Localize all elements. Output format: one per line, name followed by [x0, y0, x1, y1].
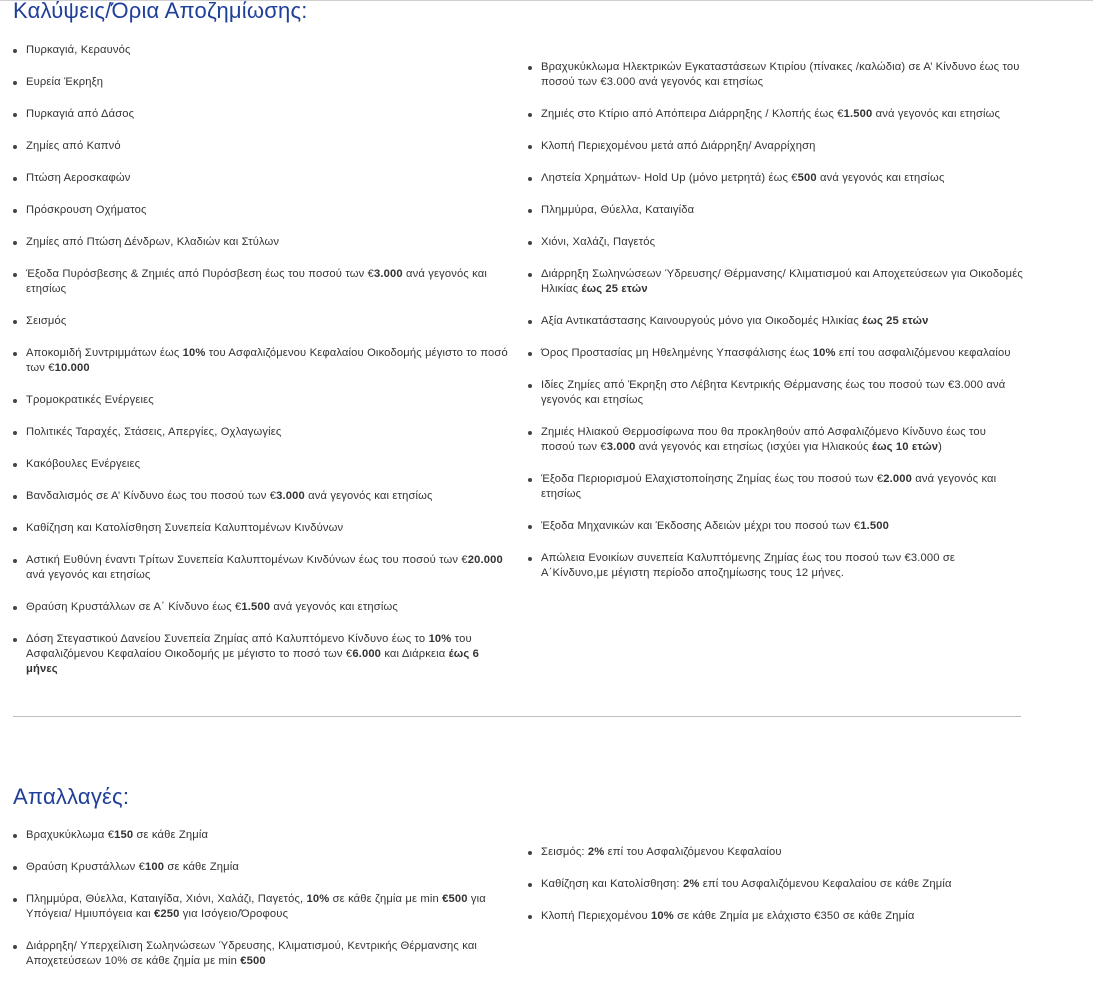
item-text: Βραχυκύκλωμα Ηλεκτρικών Εγκαταστάσεων Κτιρίου (πίνακες /καλώδια) σε Α’ Κίνδυνο έως του ποσού των €3.000 ανά γεγονός και ετησίως [541, 61, 1020, 88]
emphasis-value: έως 25 ετών [862, 315, 929, 327]
emphasis-value: 3.000 [374, 268, 403, 280]
item-text: σε κάθε Ζημία [133, 829, 209, 841]
list-item [13, 203, 513, 218]
emphasis-value: €500 [240, 955, 266, 967]
list-item [528, 314, 1023, 329]
coverage-list-right [528, 60, 1023, 598]
emphasis-value: 3.000 [606, 441, 636, 453]
list-item [13, 107, 513, 122]
item-text: Έξοδα Πυρόσβεσης & Ζημιές από Πυρόσβεση έως του ποσού των € [26, 268, 374, 280]
emphasis-value: 10% [428, 633, 452, 645]
item-text: Ιδίες Ζημίες από Έκρηξη στο Λέβητα Κεντρικής Θέρμανσης έως του ποσού των €3.000 ανά γεγονός και ετησίως [541, 379, 1006, 406]
item-text: Έξοδα Μηχανικών και Έκδοσης Αδειών μέχρι του ποσού των € [541, 520, 861, 532]
item-text: Δόση Στεγαστικού Δανείου Συνεπεία Ζημίας από Καλυπτόμενο Κίνδυνο έως το [26, 633, 429, 645]
emphasis-value: 6.000 [352, 648, 382, 660]
item-text: Πλημμύρα, Θύελλα, Καταιγίδα [541, 204, 695, 216]
item-text: Κλοπή Περιεχομένου μετά από Διάρρηξη/ Αναρρίχηση [541, 140, 816, 152]
deductibles-list-right [528, 845, 1023, 941]
item-text: Πρόσκρουση Οχήματος [26, 204, 147, 216]
list-item [13, 171, 513, 186]
item-text: Διάρρηξη Σωληνώσεων Ύδρευσης/ Θέρμανσης/ Κλιματισμού και Αποχετεύσεων για Οικοδομές Ηλικίας [541, 268, 1023, 295]
item-text: ανά γεγονός και ετησίως [541, 473, 997, 500]
list-item [13, 393, 513, 408]
item-text: ανά γεγονός και ετησίως [26, 569, 151, 581]
emphasis-value: έως 10 ετών [871, 441, 939, 453]
item-text: Καθίζηση και Κατολίσθηση Συνεπεία Καλυπτομένων Κινδύνων [26, 522, 344, 534]
list-item [13, 267, 513, 297]
item-text: Πυρκαγιά, Κεραυνός [26, 44, 131, 56]
list-item [13, 892, 513, 922]
item-text: Ζημίες από Πτώση Δένδρων, Κλαδιών και Στύλων [26, 236, 280, 248]
item-text: Απώλεια Ενοικίων συνεπεία Καλυπτόμενης Ζημίας έως του ποσού των €3.000 σε Α΄Κίνδυνο,με μέγιστη περίοδο αποζημίωσης τους 12 μήνες. [541, 552, 956, 579]
item-text: Αξία Αντικατάστασης Καινουργούς μόνο για Οικοδομές Ηλικίας [541, 315, 863, 327]
item-text: για Ισόγειο/Όροφους [179, 908, 289, 920]
item-text: σε κάθε Ζημία [164, 861, 240, 873]
item-text: Σεισμός: [541, 846, 588, 858]
list-item [13, 939, 513, 969]
item-text: Ευρεία Έκρηξη [26, 76, 104, 88]
item-text: ανά γεγονός και ετησίως [270, 601, 398, 613]
list-item [528, 171, 1023, 186]
item-text: Πολιτικές Ταραχές, Στάσεις, Απεργίες, Οχλαγωγίες [26, 426, 282, 438]
item-text: ανά γεγονός και ετησίως [872, 108, 1001, 120]
emphasis-value: 10% [812, 347, 836, 359]
emphasis-value: 1.500 [241, 601, 271, 613]
list-item [528, 845, 1023, 860]
item-text: Διάρρηξη/ Υπερχείλιση Σωληνώσεων Ύδρευσης, Κλιματισμού, Κεντρικής Θέρμανσης και Αποχετεύσεων 10% σε κάθε ζημία με min [26, 940, 478, 967]
item-text: επί του ασφαλιζόμενου κεφαλαίου [835, 347, 1011, 359]
emphasis-value: 10% [182, 347, 206, 359]
item-text: για Υπόγεια/ Ημιυπόγεια και [26, 893, 486, 920]
item-text: Αστική Ευθύνη έναντι Τρίτων Συνεπεία Καλυπτομένων Κινδύνων έως του ποσού των € [26, 554, 468, 566]
section-divider [13, 716, 1021, 717]
list-item [13, 860, 513, 875]
emphasis-value: 20.000 [467, 554, 503, 566]
emphasis-value: 10% [306, 893, 330, 905]
item-text: Βραχυκύκλωμα € [26, 829, 115, 841]
list-item [13, 75, 513, 90]
item-text: του Ασφαλιζόμενου Κεφαλαίου Οικοδομής μέγιστο το ποσό των € [26, 347, 508, 374]
list-item [13, 600, 513, 615]
emphasis-value: 3.000 [276, 490, 305, 502]
list-item [13, 457, 513, 472]
emphasis-value: 100 [145, 861, 165, 873]
list-item [528, 551, 1023, 581]
item-text: Ζημιές στο Κτίριο από Απόπειρα Διάρρηξης / Κλοπής έως € [541, 108, 844, 120]
emphasis-value: €250 [153, 908, 180, 920]
item-text: Καθίζηση και Κατολίσθηση: [541, 878, 683, 890]
item-text: Όρος Προστασίας μη Ηθελημένης Υπασφάλισης έως [541, 347, 813, 359]
list-item [528, 60, 1023, 90]
item-text: Τρομοκρατικές Ενέργειες [26, 394, 154, 406]
item-text: Πυρκαγιά από Δάσος [26, 108, 135, 120]
list-item [528, 139, 1023, 154]
item-text: Βανδαλισμός σε Α’ Κίνδυνο έως του ποσού των € [26, 490, 277, 502]
list-item [528, 107, 1023, 122]
item-text: Πλημμύρα, Θύελλα, Καταιγίδα, Χιόνι, Χαλάζι, Παγετός, [26, 893, 307, 905]
list-item [13, 553, 513, 583]
list-item [528, 346, 1023, 361]
list-item [528, 877, 1023, 892]
emphasis-value: 10% [651, 910, 674, 922]
emphasis-value: 2% [682, 878, 700, 890]
list-item [13, 43, 513, 58]
emphasis-value: €500 [442, 893, 468, 905]
list-item [528, 203, 1023, 218]
list-item [528, 909, 1023, 924]
item-text: Αποκομιδή Συντριμμάτων έως [26, 347, 183, 359]
item-text: Κακόβουλες Ενέργειες [26, 458, 141, 470]
list-item [528, 378, 1023, 408]
item-text: ανά γεγονός και ετησίως [26, 268, 488, 295]
item-text: Κλοπή Περιεχομένου [541, 910, 652, 922]
list-item [528, 235, 1023, 250]
item-text: Χιόνι, Χαλάζι, Παγετός [541, 236, 656, 248]
coverage-list-left [13, 43, 513, 694]
item-text: Σεισμός [26, 315, 67, 327]
item-text: του Ασφαλιζόμενου Κεφαλαίου Οικοδομής με μέγιστο το ποσό των € [26, 633, 472, 660]
emphasis-value: 2.000 [883, 473, 913, 485]
list-item [13, 346, 513, 376]
emphasis-value: 500 [797, 172, 817, 184]
list-item [13, 139, 513, 154]
item-text: ) [938, 441, 943, 453]
list-item [528, 267, 1023, 297]
item-text: επί του Ασφαλιζόμενου Κεφαλαίου [604, 846, 782, 858]
emphasis-value: 10.000 [54, 362, 90, 374]
item-text: επί του Ασφαλιζόμενου Κεφαλαίου σε κάθε Ζημία [699, 878, 952, 890]
list-item [13, 425, 513, 440]
deductibles-list-left [13, 828, 513, 986]
emphasis-value: 150 [114, 829, 134, 841]
emphasis-value: έως 6 μήνες [26, 648, 480, 675]
item-text: Ζημιές Ηλιακού Θερμοσίφωνα που θα προκληθούν από Ασφαλιζόμενο Κίνδυνο έως του ποσού των € [541, 426, 987, 453]
item-text: Έξοδα Περιορισμού Ελαχιστοποίησης Ζημίας έως του ποσού των € [541, 473, 884, 485]
item-text: και Διάρκεια [381, 648, 449, 660]
item-text: ανά γεγονός και ετησίως [816, 172, 945, 184]
item-text: Ζημίες από Καπνό [26, 140, 121, 152]
list-item [528, 472, 1023, 502]
list-item [13, 235, 513, 250]
item-text: ανά γεγονός και ετησίως [304, 490, 433, 502]
item-text: Πτώση Αεροσκαφών [26, 172, 131, 184]
list-item [13, 314, 513, 329]
emphasis-value: 2% [587, 846, 605, 858]
item-text: Ληστεία Χρημάτων- Hold Up (μόνο μετρητά) έως € [541, 172, 798, 184]
item-text: σε κάθε ζημία με min [329, 893, 443, 905]
list-item [13, 632, 513, 677]
item-text: Θραύση Κρυστάλλων € [26, 861, 145, 873]
item-text: σε κάθε Ζημία με ελάχιστο €350 σε κάθε Ζημία [673, 910, 915, 922]
deductibles-title: Απαλλαγές: [13, 784, 130, 809]
list-item [13, 489, 513, 504]
emphasis-value: 1.500 [860, 520, 890, 532]
item-text: Θραύση Κρυστάλλων σε Α΄ Κίνδυνο έως € [26, 601, 242, 613]
item-text: ανά γεγονός και ετησίως (ισχύει για Ηλιακούς [635, 441, 872, 453]
coverage-title: Καλύψεις/Όρια Αποζημίωσης: [13, 0, 308, 23]
list-item [13, 521, 513, 536]
emphasis-value: έως 25 ετών [581, 283, 648, 295]
list-item [528, 425, 1023, 455]
list-item [13, 828, 513, 843]
list-item [528, 519, 1023, 534]
emphasis-value: 1.500 [843, 108, 873, 120]
